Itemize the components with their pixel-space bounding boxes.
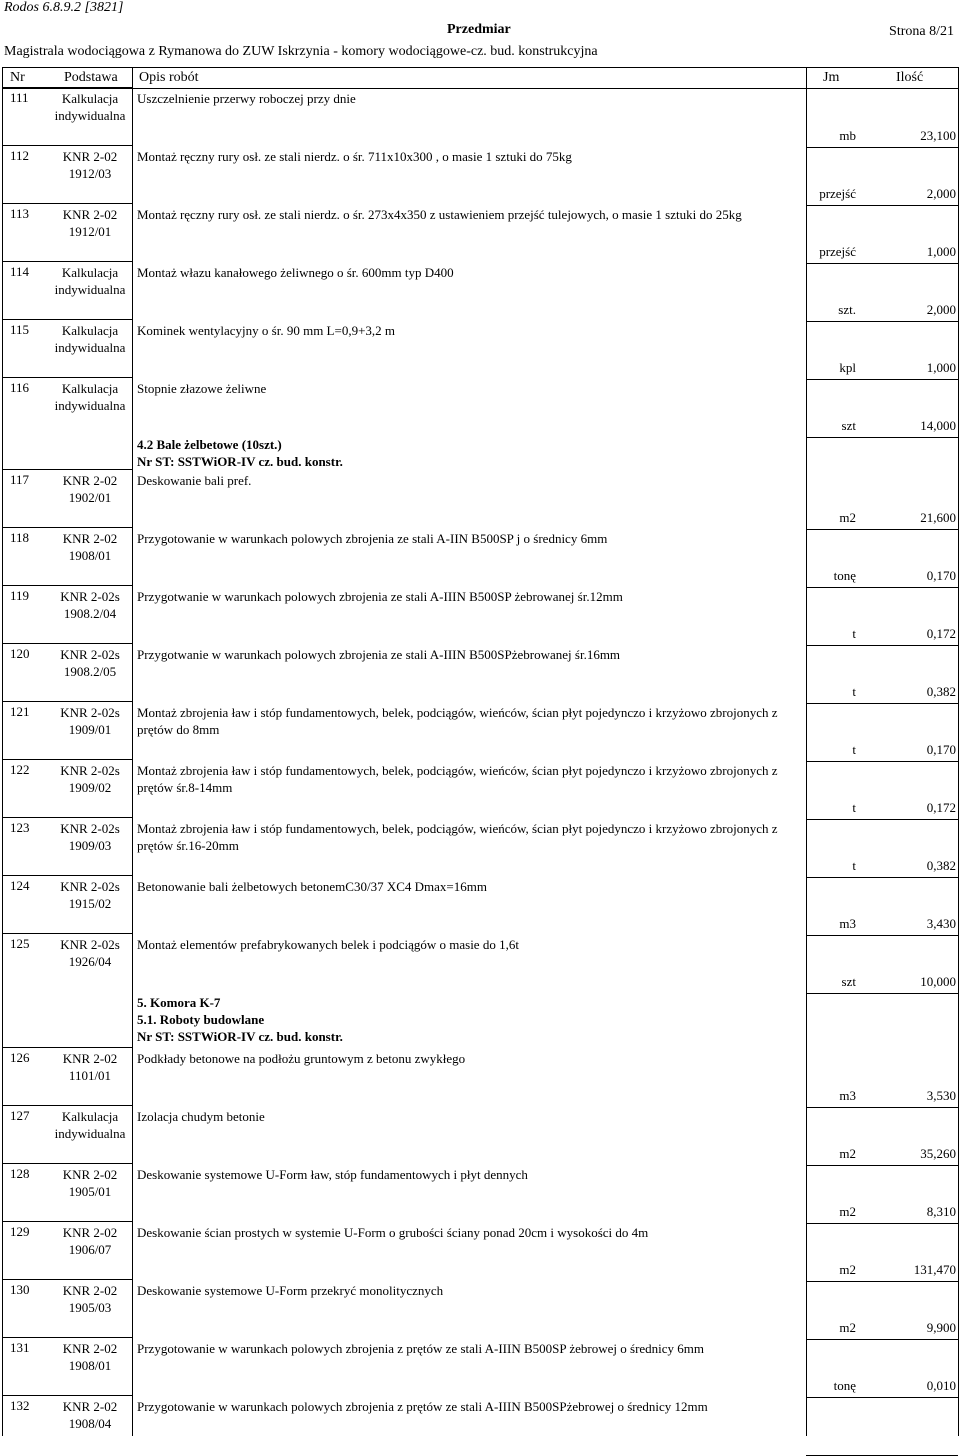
- col-header-qty: Ilość: [896, 70, 924, 85]
- column-divider: [958, 67, 959, 1436]
- row-quantity: 35,260: [920, 1146, 956, 1161]
- row-basis: KNR 2-02s 1926/04: [60, 937, 120, 969]
- row-number: 127: [10, 1108, 30, 1123]
- row-divider: [2, 87, 132, 88]
- row-description: Montaż zbrojenia ław i stóp fundamentowych, belek, podciągów, wieńców, ścian płyt pojedynczo i krzyżowo zbrojonych z prętów śr.8-14mm: [137, 763, 778, 795]
- row-unit: t: [852, 858, 856, 873]
- project-subtitle: Magistrala wodociągowa z Rymanowa do ZUW Iskrzynia - komory wodociągowe-cz. bud. konstrukcyjna: [4, 44, 598, 59]
- row-divider: [806, 587, 958, 588]
- row-quantity: 131,470: [913, 1262, 956, 1277]
- row-number: 129: [10, 1224, 30, 1239]
- row-divider: [806, 1339, 958, 1340]
- row-number: 114: [10, 264, 30, 279]
- section-heading: 4.2 Bale żelbetowe (10szt.) Nr ST: SSTWiOR-IV cz. bud. konstr.: [137, 437, 343, 469]
- row-unit: m2: [839, 1146, 856, 1161]
- row-divider: [806, 529, 958, 530]
- row-unit: szt: [841, 974, 856, 989]
- row-description: Izolacja chudym betonie: [137, 1109, 265, 1124]
- row-divider: [806, 1223, 958, 1224]
- row-divider: [806, 147, 958, 148]
- row-unit: m3: [839, 916, 856, 931]
- row-unit: m2: [839, 1204, 856, 1219]
- row-quantity: 21,600: [920, 510, 956, 525]
- row-quantity: 9,900: [926, 1320, 956, 1335]
- row-description: Betonowanie bali żelbetowych betonemC30/37 XC4 Dmax=16mm: [137, 879, 487, 894]
- row-description: Deskowanie systemowe U-Form przekryć monolitycznych: [137, 1283, 444, 1298]
- row-basis: KNR 2-02 1902/01: [62, 473, 118, 505]
- row-quantity: 8,310: [926, 1204, 956, 1219]
- row-number: 111: [10, 90, 29, 105]
- row-unit: przejść: [819, 186, 856, 201]
- row-description: Przygotwanie w warunkach polowych zbrojenia ze stali A-IIIN B500SPżebrowanej śr.16mm: [137, 647, 621, 662]
- col-header-basis: Podstawa: [64, 70, 118, 85]
- row-divider: [806, 935, 958, 936]
- row-divider: [806, 1107, 958, 1108]
- row-number: 126: [10, 1050, 30, 1065]
- row-basis: Kalkulacja indywidualna: [54, 91, 126, 123]
- col-header-desc: Opis robót: [139, 70, 199, 85]
- column-divider: [132, 67, 133, 1436]
- row-description: Przygotowanie w warunkach polowych zbrojenia z prętów ze stali A-IIIN B500SPżebrowej o średnicy 12mm: [137, 1399, 708, 1414]
- row-unit: przejść: [819, 244, 856, 259]
- row-quantity: 0,010: [926, 1378, 956, 1393]
- row-description: Deskowanie bali pref.: [137, 473, 252, 488]
- row-divider: [2, 203, 132, 204]
- column-divider: [2, 67, 3, 1436]
- row-number: 124: [10, 878, 30, 893]
- row-divider: [2, 1047, 132, 1048]
- row-description: Kominek wentylacyjny o śr. 90 mm L=0,9+3,2 m: [137, 323, 396, 338]
- column-divider: [806, 67, 807, 1436]
- row-number: 122: [10, 762, 30, 777]
- row-divider: [806, 1165, 958, 1166]
- row-unit: kpl: [839, 360, 856, 375]
- row-quantity: 23,100: [920, 128, 956, 143]
- row-description: Montaż zbrojenia ław i stóp fundamentowych, belek, podciągów, wieńców, ścian płyt pojedynczo i krzyżowo zbrojonych z prętów do 8mm: [137, 705, 778, 737]
- row-basis: KNR 2-02s 1915/02: [60, 879, 120, 911]
- row-description: Deskowanie systemowe U-Form ław, stóp fundamentowych i płyt dennych: [137, 1167, 528, 1182]
- row-quantity: 0,170: [926, 742, 956, 757]
- row-basis: KNR 2-02 1908/04: [62, 1399, 118, 1431]
- row-quantity: 1,000: [926, 360, 956, 375]
- row-divider: [2, 1337, 132, 1338]
- row-divider: [806, 645, 958, 646]
- row-description: Przygotowanie w warunkach polowych zbrojenia ze stali A-IIN B500SP j o średnicy 6mm: [137, 531, 608, 546]
- row-divider: [806, 379, 958, 380]
- row-number: 119: [10, 588, 30, 603]
- row-number: 125: [10, 936, 30, 951]
- table-header: [2, 67, 958, 89]
- row-divider: [806, 993, 958, 994]
- row-divider: [806, 703, 958, 704]
- row-divider: [806, 877, 958, 878]
- row-number: 117: [10, 472, 30, 487]
- row-unit: tonę: [833, 568, 856, 583]
- row-quantity: 0,382: [926, 684, 956, 699]
- row-quantity: 0,172: [926, 800, 956, 815]
- row-unit: m3: [839, 1088, 856, 1103]
- row-basis: KNR 2-02 1101/01: [62, 1051, 118, 1083]
- row-description: Stopnie złazowe żeliwne: [137, 381, 267, 396]
- row-number: 121: [10, 704, 30, 719]
- row-basis: KNR 2-02 1912/01: [62, 207, 118, 239]
- row-divider: [2, 585, 132, 586]
- row-number: 118: [10, 530, 30, 545]
- row-description: Podkłady betonowe na podłożu gruntowym z betonu zwykłego: [137, 1051, 466, 1066]
- row-description: Deskowanie ścian prostych w systemie U-Form o grubości ściany ponad 20cm i wysokości do 4m: [137, 1225, 649, 1240]
- row-unit: szt.: [838, 302, 856, 317]
- document-title: Przedmiar: [447, 22, 511, 37]
- row-quantity: 0,170: [926, 568, 956, 583]
- row-divider: [2, 1279, 132, 1280]
- row-divider: [2, 1221, 132, 1222]
- row-number: 131: [10, 1340, 30, 1355]
- row-quantity: 2,000: [926, 186, 956, 201]
- row-divider: [2, 701, 132, 702]
- row-divider: [2, 933, 132, 934]
- row-description: Przygotowanie w warunkach polowych zbrojenia z prętów ze stali A-IIIN B500SP żebrowej o średnicy 6mm: [137, 1341, 705, 1356]
- row-description: Montaż elementów prefabrykowanych belek i podciągów o masie do 1,6t: [137, 937, 519, 952]
- row-basis: Kalkulacja indywidualna: [54, 381, 126, 413]
- app-name: Rodos 6.8.9.2 [3821]: [4, 0, 124, 15]
- row-divider: [2, 643, 132, 644]
- row-quantity: 3,530: [926, 1088, 956, 1103]
- row-divider: [2, 469, 132, 470]
- row-divider: [2, 261, 132, 262]
- row-divider: [2, 527, 132, 528]
- row-unit: tonę: [833, 1378, 856, 1393]
- row-basis: KNR 2-02s 1908.2/05: [60, 647, 120, 679]
- row-unit: mb: [839, 128, 856, 143]
- row-basis: Kalkulacja indywidualna: [54, 323, 126, 355]
- row-number: 112: [10, 148, 30, 163]
- row-divider: [806, 761, 958, 762]
- row-divider: [2, 145, 132, 146]
- row-number: 120: [10, 646, 30, 661]
- row-divider: [2, 319, 132, 320]
- row-basis: Kalkulacja indywidualna: [54, 265, 126, 297]
- row-number: 132: [10, 1398, 30, 1413]
- row-basis: KNR 2-02 1906/07: [62, 1225, 118, 1257]
- row-unit: t: [852, 742, 856, 757]
- row-quantity: 0,172: [926, 626, 956, 641]
- row-quantity: 3,430: [926, 916, 956, 931]
- row-basis: KNR 2-02 1908/01: [62, 531, 118, 563]
- row-unit: t: [852, 626, 856, 641]
- row-number: 115: [10, 322, 30, 337]
- row-divider: [2, 1105, 132, 1106]
- row-divider: [2, 759, 132, 760]
- row-basis: KNR 2-02s 1909/02: [60, 763, 120, 795]
- col-header-unit: Jm: [823, 70, 840, 85]
- row-quantity: 1,000: [926, 244, 956, 259]
- row-description: Montaż ręczny rury osł. ze stali nierdz. o śr. 273x4x350 z ustawieniem przejść tulejowych, o masie 1 sztuki do 25kg: [137, 207, 742, 222]
- row-description: Montaż włazu kanałowego żeliwnego o śr. 600mm typ D400: [137, 265, 454, 280]
- row-description: Montaż zbrojenia ław i stóp fundamentowych, belek, podciągów, wieńców, ścian płyt pojedynczo i krzyżowo zbrojonych z prętów śr.16-20mm: [137, 821, 778, 853]
- row-divider: [2, 1163, 132, 1164]
- row-number: 130: [10, 1282, 30, 1297]
- row-description: Uszczelnienie przerwy roboczej przy dnie: [137, 91, 356, 106]
- row-divider: [806, 205, 958, 206]
- row-basis: KNR 2-02s 1909/03: [60, 821, 120, 853]
- section-heading: 5. Komora K-7 5.1. Roboty budowlane Nr ST: SSTWiOR-IV cz. bud. konstr.: [137, 995, 343, 1044]
- row-unit: m2: [839, 1262, 856, 1277]
- row-unit: szt: [841, 418, 856, 433]
- row-divider: [806, 1397, 958, 1398]
- row-divider: [806, 321, 958, 322]
- page-number: Strona 8/21: [889, 24, 954, 39]
- row-divider: [806, 437, 958, 438]
- row-number: 128: [10, 1166, 30, 1181]
- row-basis: KNR 2-02s 1909/01: [60, 705, 120, 737]
- row-basis: KNR 2-02 1908/01: [62, 1341, 118, 1373]
- row-number: 123: [10, 820, 30, 835]
- row-quantity: 10,000: [920, 974, 956, 989]
- row-divider: [2, 377, 132, 378]
- row-quantity: 2,000: [926, 302, 956, 317]
- row-basis: KNR 2-02 1905/01: [62, 1167, 118, 1199]
- row-description: Montaż ręczny rury osł. ze stali nierdz. o śr. 711x10x300 , o masie 1 sztuki do 75kg: [137, 149, 572, 164]
- col-header-nr: Nr: [10, 70, 25, 85]
- row-quantity: 0,382: [926, 858, 956, 873]
- row-number: 113: [10, 206, 30, 221]
- row-description: Przygotwanie w warunkach polowych zbrojenia ze stali A-IIIN B500SP żebrowanej śr.12mm: [137, 589, 623, 604]
- row-divider: [806, 263, 958, 264]
- row-unit: m2: [839, 510, 856, 525]
- row-basis: KNR 2-02 1912/03: [62, 149, 118, 181]
- row-basis: Kalkulacja indywidualna: [54, 1109, 126, 1141]
- row-quantity: 14,000: [920, 418, 956, 433]
- row-divider: [806, 819, 958, 820]
- row-basis: KNR 2-02s 1908.2/04: [60, 589, 120, 621]
- row-number: 116: [10, 380, 30, 395]
- row-basis: KNR 2-02 1905/03: [62, 1283, 118, 1315]
- row-divider: [2, 1395, 132, 1396]
- row-unit: t: [852, 800, 856, 815]
- row-divider: [2, 875, 132, 876]
- row-unit: t: [852, 684, 856, 699]
- row-divider: [806, 1281, 958, 1282]
- row-unit: m2: [839, 1320, 856, 1335]
- row-divider: [2, 817, 132, 818]
